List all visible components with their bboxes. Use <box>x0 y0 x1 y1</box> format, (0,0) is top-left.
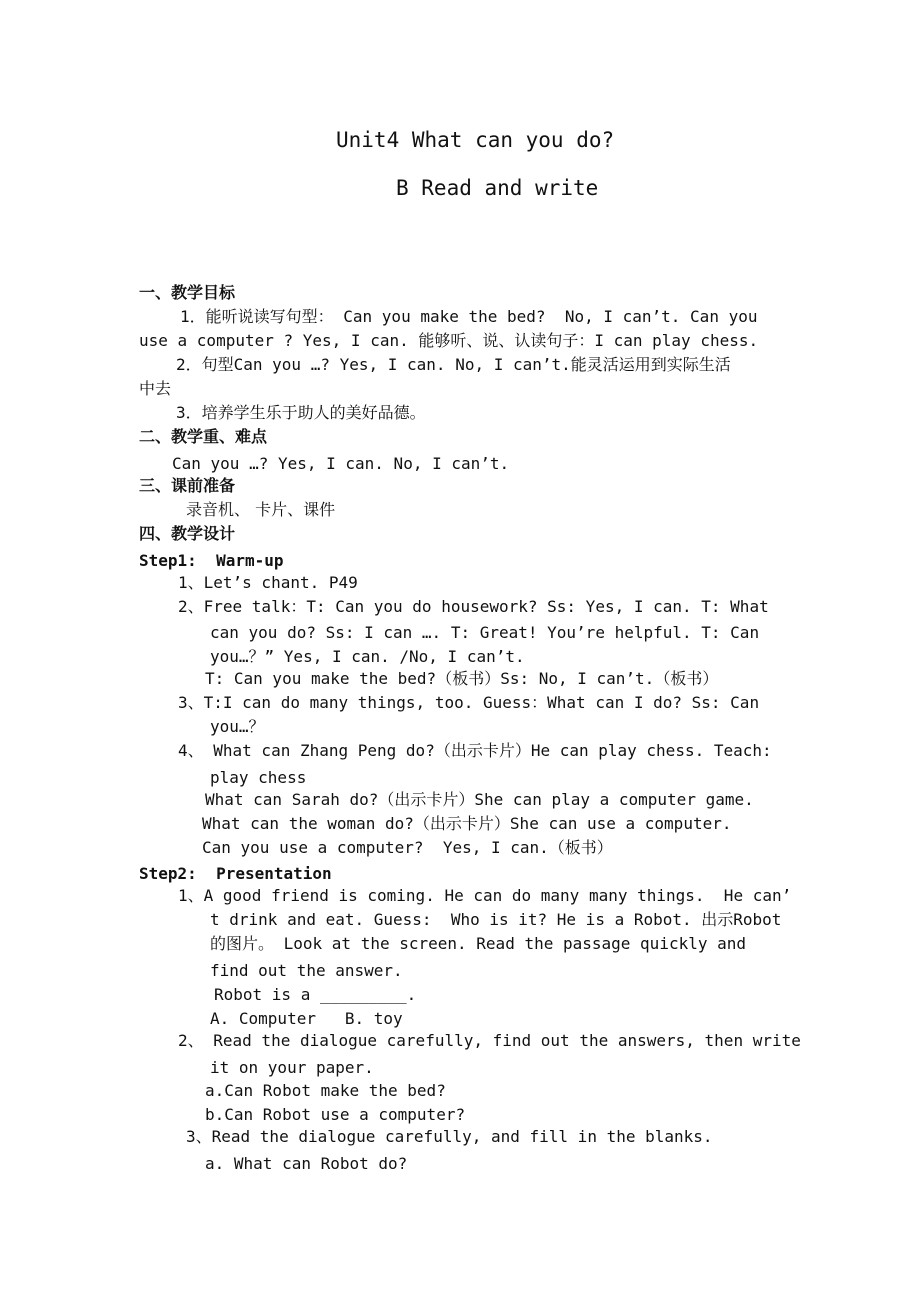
step1-line-3 <box>210 622 782 644</box>
section-heading-objectives: 一、教学目标 <box>139 283 236 302</box>
step2-line-5: Robot is a _________. <box>214 985 417 1004</box>
document-subtitle: B Read and write <box>396 176 599 200</box>
step2-line-2: t drink and eat. Guess: Who is it? He is a Robot. 出示Robot <box>210 910 782 929</box>
step2-line-4: find out the answer. <box>210 961 403 980</box>
step2-line-9: a.Can Robot make the bed? <box>205 1081 446 1100</box>
step2-line-1: 1、A good friend is coming. He can do many many things. He can’ <box>178 886 792 905</box>
step2-line-3 <box>210 933 782 955</box>
step1-line-12: Can you use a computer? Yes, I can.（板书） <box>202 838 613 857</box>
step2-line-12: a. What can Robot do? <box>205 1154 408 1173</box>
step1-line-8: 4、 What can Zhang Peng do?（出示卡片）He can play chess. Teach: <box>178 741 772 760</box>
step2-line-6: A. Computer B. toy <box>210 1009 403 1028</box>
step2-line-11: 3、Read the dialogue carefully, and fill in the blanks. <box>186 1127 713 1146</box>
step1-line-6: 3、T:I can do many things, too. Guess：What can I do? Ss: Can <box>178 693 760 712</box>
step1-heading: Step1: Warm-up <box>139 551 284 570</box>
step2-line-7: 2、 Read the dialogue carefully, find out the answers, then write <box>178 1031 801 1050</box>
step1-line-2-text: 2、Free talk：T: Can you do housework? Ss: Yes, I can. T: What <box>178 597 769 616</box>
step1-line-1: 1、Let’s chant. P49 <box>178 573 358 592</box>
step1-line-5: T: Can you make the bed?（板书）Ss: No, I can’t.（板书） <box>205 669 719 688</box>
step1-line-10: What can Sarah do?（出示卡片）She can play a computer game. <box>205 790 754 809</box>
step1-line-2 <box>178 596 782 618</box>
step1-line-9: play chess <box>210 768 307 787</box>
objectives-line-2: use a computer ? Yes, I can. 能够听、说、认读句子：I can play chess. <box>139 331 759 350</box>
key-points-line-1: Can you …? Yes, I can. No, I can’t. <box>172 454 510 473</box>
section-heading-key-points: 二、教学重、难点 <box>139 427 268 446</box>
step1-line-7: you…？ <box>210 717 265 736</box>
objectives-line-4: 中去 <box>139 379 172 398</box>
objectives-line-5: 3．培养学生乐于助人的美好品德。 <box>176 403 426 422</box>
step1-line-11: What can the woman do?（出示卡片）She can use a computer. <box>202 814 732 833</box>
step1-line-4: you…？” Yes, I can. /No, I can’t. <box>210 647 525 666</box>
preparation-line-1: 录音机、 卡片、课件 <box>186 500 336 519</box>
step2-line-8: it on your paper. <box>210 1058 374 1077</box>
section-heading-preparation: 三、课前准备 <box>139 476 236 495</box>
document-title: Unit4 What can you do? <box>336 128 615 152</box>
section-heading-design: 四、教学设计 <box>139 524 236 543</box>
objectives-line-3: 2．句型Can you …? Yes, I can. No, I can’t.能灵活运用到实际生活 <box>176 355 731 374</box>
step1-line-3-text: can you do? Ss: I can …. T: Great! You’re helpful. T: Can <box>210 623 760 642</box>
step2-line-3-text: 的图片。 Look at the screen. Read the passage quickly and <box>210 934 747 953</box>
step2-line-10: b.Can Robot use a computer? <box>205 1105 466 1124</box>
step2-heading: Step2: Presentation <box>139 864 332 883</box>
objectives-line-1: 1．能听说读写句型： Can you make the bed? No, I can’t. Can you <box>180 307 758 326</box>
